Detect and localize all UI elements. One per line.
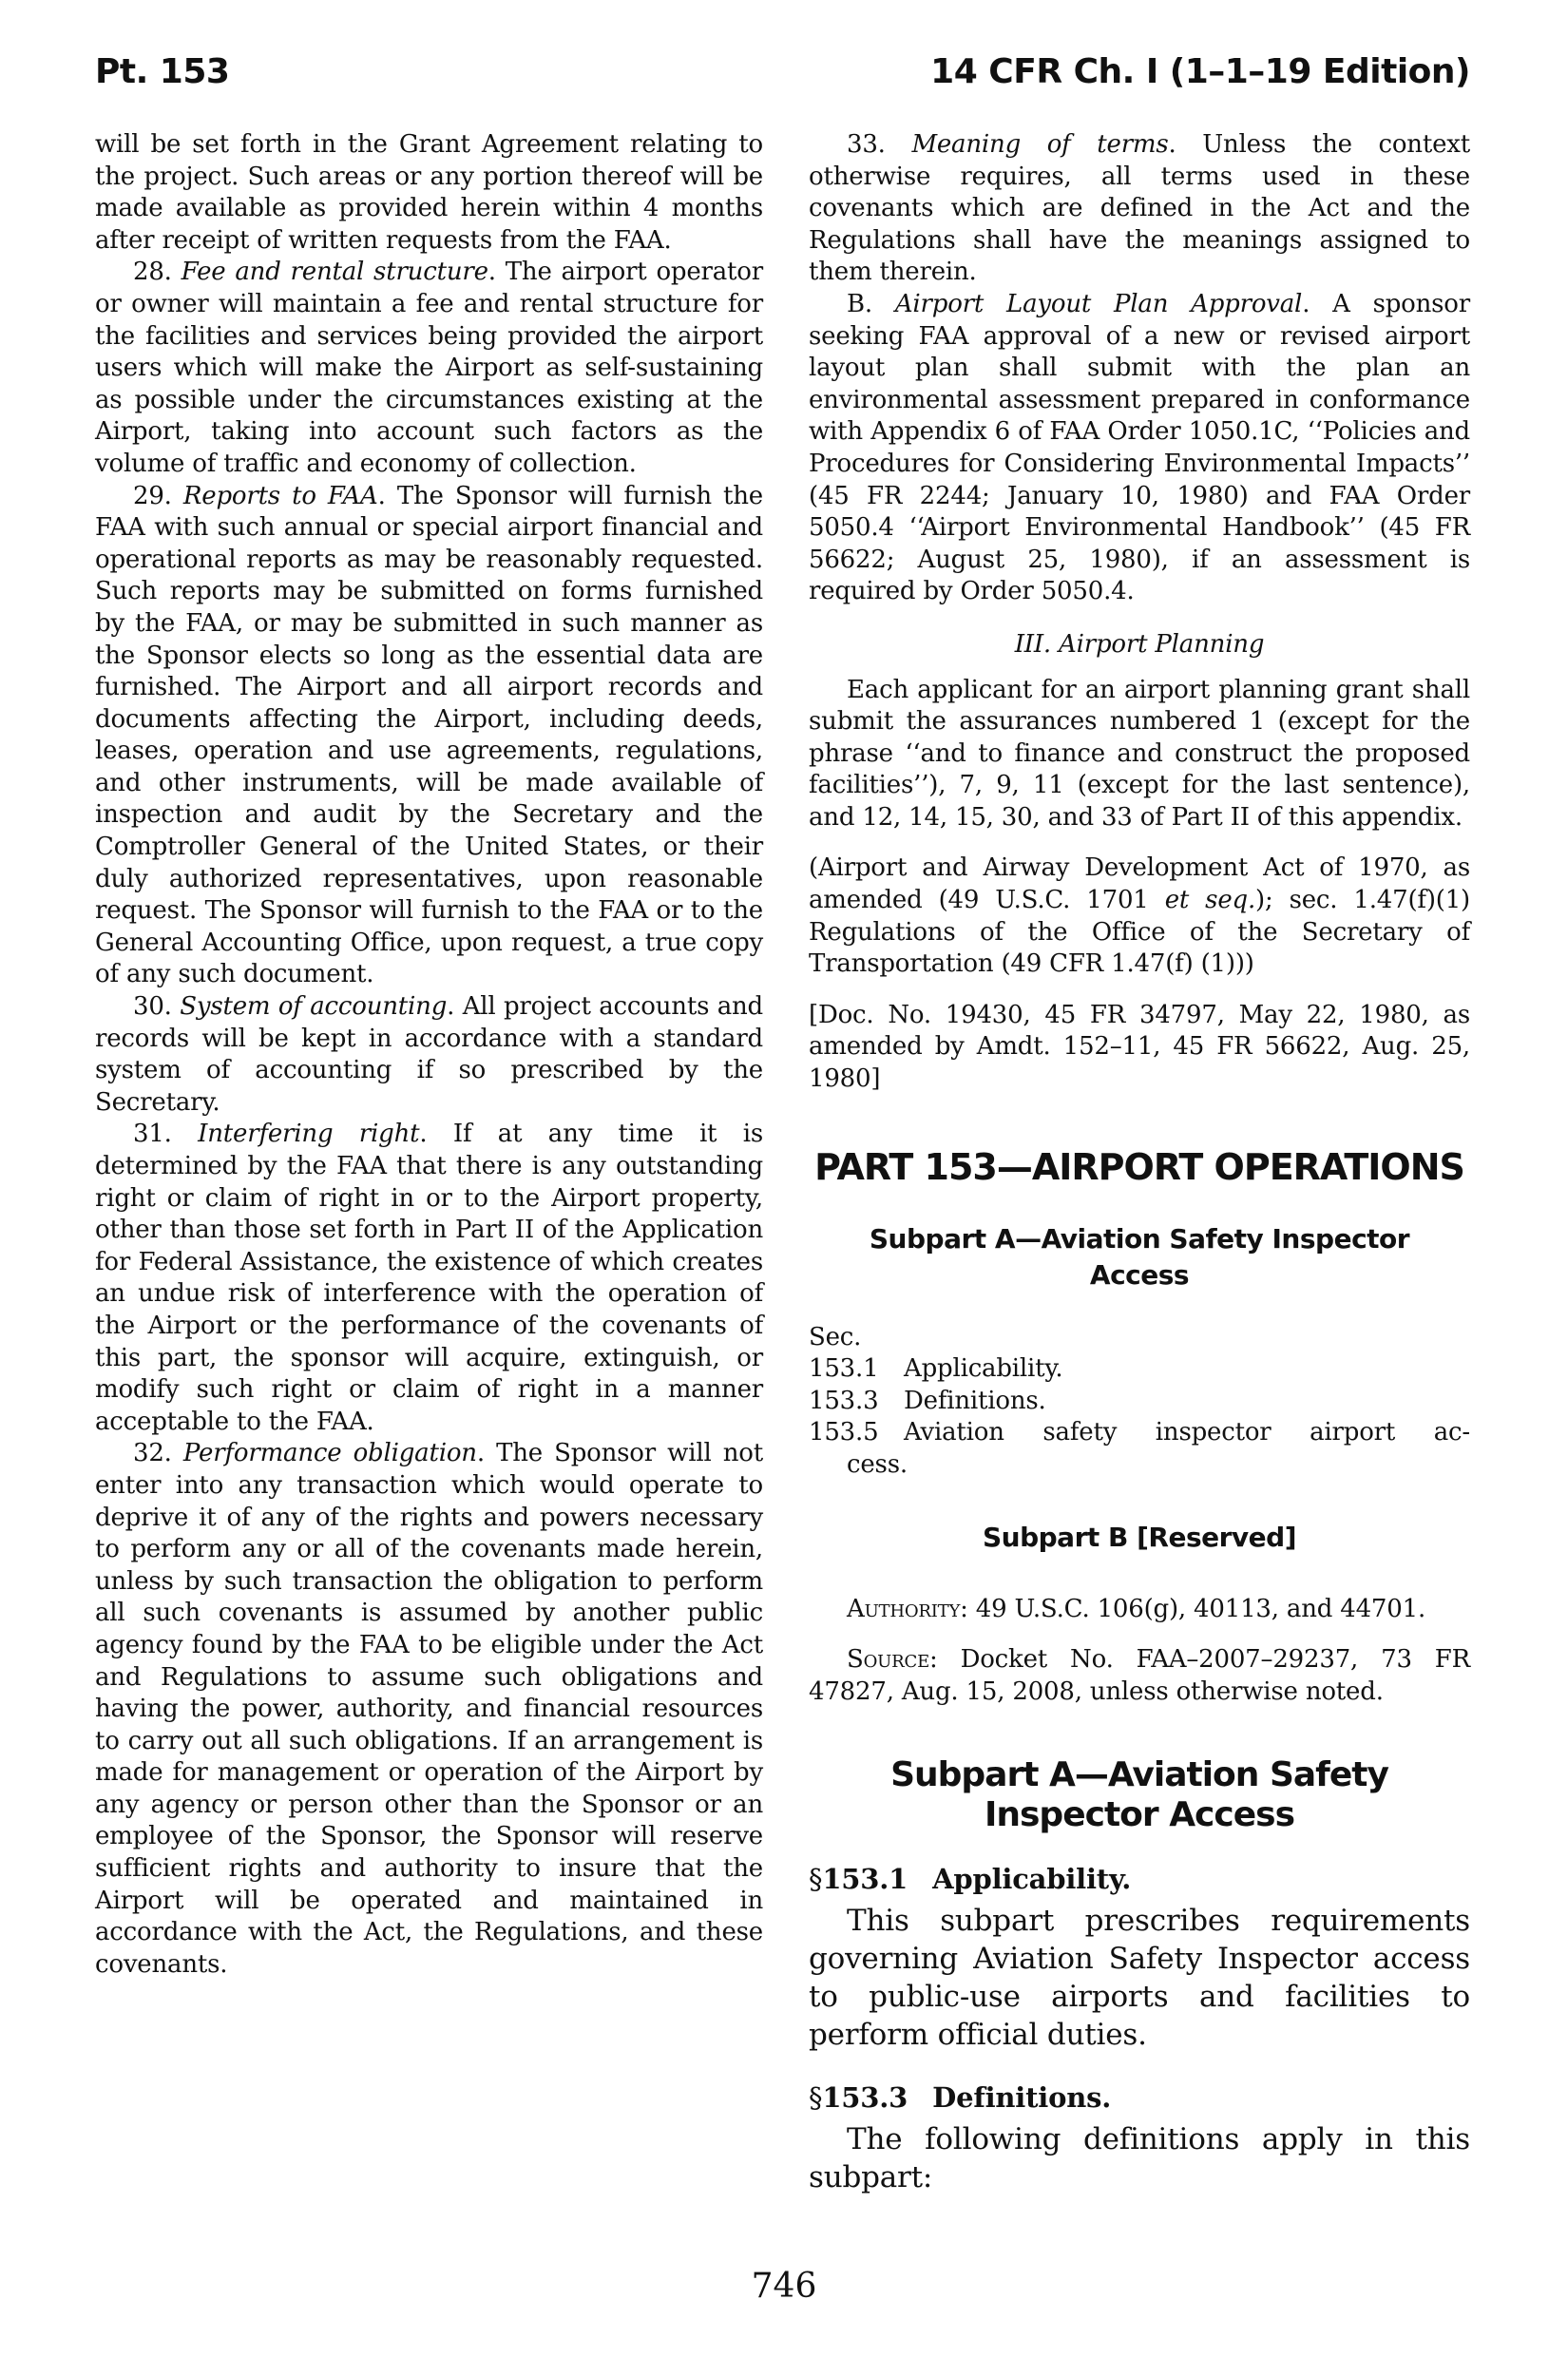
item-title: Performance obligation xyxy=(182,1439,477,1468)
item-title: Interfering right xyxy=(198,1120,420,1149)
authority-citation xyxy=(809,853,1470,980)
source-text: Docket No. FAA–2007–29237, 73 FR 47827, Aug. 15, 2008, unless otherwise noted. xyxy=(809,1645,1470,1706)
source-label: Source: xyxy=(847,1645,938,1675)
running-header-part: Pt. 153 xyxy=(95,52,230,91)
subpart-a-heading: Subpart A—Aviation Safety Inspector Access xyxy=(890,1755,1388,1835)
toc-subpart-b-heading: Subpart B [Reserved] xyxy=(982,1521,1296,1553)
right-column xyxy=(809,129,1470,2196)
item-number: 32. xyxy=(133,1439,172,1468)
toc-subpart-a-heading: Subpart A—Aviation Safety Inspector Access xyxy=(869,1222,1410,1291)
item-title: Fee and rental structure xyxy=(181,258,488,287)
page-number: 746 xyxy=(751,2267,817,2306)
paragraph-planning: Each applicant for an airport planning grant shall submit the assurances numbered 1 (except for the phrase ‘‘and to finance and construct the proposed facilities’’), 7, 9, 11 (except for the last sentence), and 12, 14, 15, 30, and 33 of Part II of this appendix. xyxy=(809,675,1470,832)
section-153-1-text: This subpart prescribes requirements governing Aviation Safety Inspector access to public-use airports and facilities to perform official duties. xyxy=(809,1903,1470,2052)
toc-entry-number: 153.3 xyxy=(809,1386,879,1415)
item-title: System of accounting xyxy=(180,992,448,1022)
authority-label: Authority: xyxy=(847,1594,968,1623)
section-153-3-text: The following definitions apply in this subpart: xyxy=(809,2121,1470,2194)
item-text: . The airport operator or owner will maintain a fee and rental structure for the facilities and services being provided the airport users which will make the Airport as self-sustaining as possible under the circumstances existing at the Airport, taking into account such factors as the volume of traffic and economy of collection. xyxy=(95,258,763,478)
paragraph-32 xyxy=(95,1438,763,1981)
paragraph-31 xyxy=(95,1119,763,1438)
citation-text: (Airport and Airway Development Act of 1970, as amended (49 U.S.C. 1701 xyxy=(809,853,1470,915)
toc-entry-label: Definitions. xyxy=(904,1386,1046,1415)
document-note: [Doc. No. 19430, 45 FR 34797, May 22, 1980, as amended by Amdt. 152–11, 45 FR 56622, Aug. 25, 1980] xyxy=(809,1000,1470,1094)
item-number: B. xyxy=(847,289,872,318)
citation-text-post: ); sec. 1.47(f)(1) Regulations of the Office of the Secretary of Transportation (49 CFR 1.47(f) (1))) xyxy=(809,886,1471,979)
paragraph-29 xyxy=(95,481,763,992)
running-header-edition: 14 CFR Ch. I (1–1–19 Edition) xyxy=(930,52,1470,91)
paragraph-28 xyxy=(95,257,763,480)
item-title: Reports to FAA xyxy=(182,481,378,510)
toc-entry-number: 153.1 xyxy=(809,1354,879,1384)
toc-entry[interactable] xyxy=(809,1417,1470,1449)
section-title: Definitions. xyxy=(932,2080,1112,2114)
section-heading-iii: III. Airport Planning xyxy=(1014,629,1265,659)
paragraph-continued: will be set forth in the Grant Agreement relating to the project. Such areas or any portion thereof will be made available as provided herein within 4 months after receipt of written requests from the FAA. xyxy=(95,130,763,255)
item-number: 29. xyxy=(133,481,172,510)
authority-note xyxy=(809,1594,1470,1626)
section-symbol: § xyxy=(809,1863,823,1896)
item-number: 28. xyxy=(133,258,172,287)
item-number: 30. xyxy=(133,992,172,1022)
item-text: . The Sponsor will not enter into any transaction which would operate to deprive it of any of the rights and powers necessary to perform any or all of the covenants made herein, unless by such transaction the obligation to perform all such covenants is assumed by another public agency found by the FAA to be eligible under the Act and Regulations to assume such obligations and having the power, authority, and financial resources to carry out all such obligations. If an arrangement is made for management or operation of the Airport by any agency or person other than the Sponsor or an employee of the Sponsor, the Sponsor will reserve sufficient rights and authority to insure that the Airport will be operated and maintained in accordance with the Act, the Regulations, and these covenants. xyxy=(95,1439,763,1979)
item-text: . If at any time it is determined by the FAA that there is any outstanding right or claim of right in or to the Airport property, other than those set forth in Part II of the Application for Federal Assistance, the existence of which creates an undue risk of interference with the operation of the Airport or the performance of the covenants of this part, the sponsor will acquire, extinguish, or modify such right or claim of right in a manner acceptable to the FAA. xyxy=(95,1120,763,1436)
item-text: . Unless the context otherwise requires, all terms used in these covenants which are defined in the Act and the Regulations shall have the meanings assigned to them therein. xyxy=(809,130,1470,287)
section-number: 153.1 xyxy=(822,1863,908,1896)
section-symbol: § xyxy=(809,2080,823,2114)
section-title: Applicability. xyxy=(932,1863,1132,1896)
section-153-1-heading xyxy=(809,1864,1470,1896)
toc-sec-label: Sec. xyxy=(809,1322,862,1351)
item-text: . A sponsor seeking FAA approval of a new or revised airport layout plan shall submit with the plan an environmental assessment prepared in conformance with Appendix 6 of FAA Order 1050.1C, ‘‘Policies and Procedures for Considering Environmental Impacts’’ (45 FR 2244; January 10, 1980) and FAA Order 5050.4 ‘‘Airport Environmental Handbook’’ (45 FR 56622; August 25, 1980), if an assessment is required by Order 5050.4. xyxy=(809,289,1470,606)
authority-text: 49 U.S.C. 106(g), 40113, and 44701. xyxy=(967,1594,1426,1623)
part-title: PART 153—AIRPORT OPERATIONS xyxy=(814,1145,1464,1188)
item-number: 33. xyxy=(847,130,886,159)
citation-italic: et seq. xyxy=(1164,886,1256,915)
toc-entry[interactable] xyxy=(809,1386,1470,1418)
source-note xyxy=(809,1644,1470,1708)
item-title: Meaning of terms xyxy=(911,130,1169,159)
item-number: 31. xyxy=(133,1120,172,1149)
toc-entry-continuation: cess. xyxy=(847,1450,908,1479)
section-number: 153.3 xyxy=(822,2080,908,2114)
item-title: Airport Layout Plan Approval xyxy=(894,289,1303,318)
paragraph-b xyxy=(809,289,1470,608)
item-text: . The Sponsor will furnish the FAA with such annual or special airport financial and operational reports as may be reasonably requested. Such reports may be submitted on forms furnished by the FAA, or may be submitted in such manner as the Sponsor elects so long as the essential data are furnished. The Airport and all airport records and documents affecting the Airport, including deeds, leases, operation and use agreements, regulations, and other instruments, will be made available of inspection and audit by the Secretary and the Comptroller General of the United States, or their duly authorized representatives, upon reasonable request. The Sponsor will furnish to the FAA or to the General Accounting Office, upon request, a true copy of any such document. xyxy=(95,481,763,989)
toc-entry-label: Aviation safety inspector airport ac- xyxy=(904,1418,1470,1447)
item-text: . All project accounts and records will be kept in accordance with a standard system of accounting if so prescribed by the Secretary. xyxy=(95,992,763,1117)
toc-entry[interactable] xyxy=(809,1353,1470,1386)
toc-entry-number: 153.5 xyxy=(809,1418,879,1447)
paragraph-30 xyxy=(95,991,763,1119)
left-column xyxy=(95,129,763,1981)
toc-entry-label: Applicability. xyxy=(904,1354,1063,1384)
paragraph-33 xyxy=(809,129,1470,289)
section-153-3-heading xyxy=(809,2082,1470,2115)
